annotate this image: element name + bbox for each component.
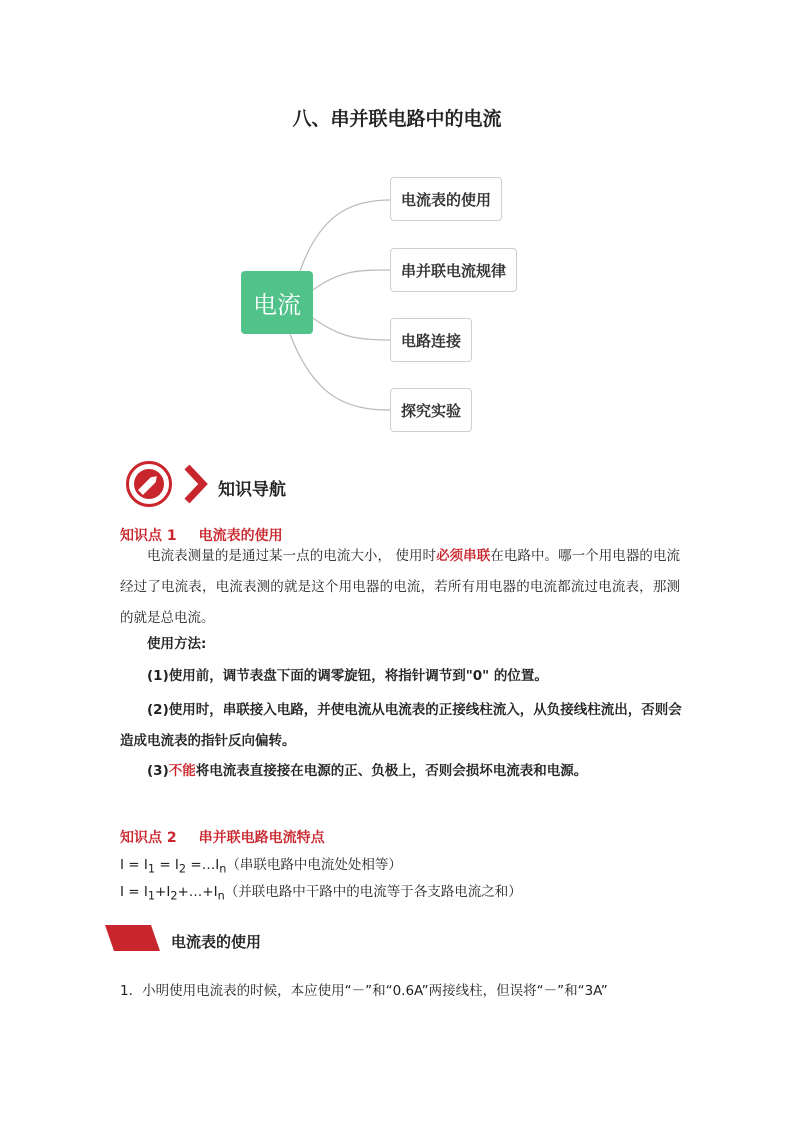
mindmap-node-ammeter-usage: 电流表的使用 [390, 177, 502, 221]
page-title: 八、串并联电路中的电流 [292, 108, 502, 130]
mindmap-node-circuit-connection: 电路连接 [390, 318, 472, 362]
parallel-current-formula: $I = I_1+I_2+\dots+I_n$（并联电路中干路中的电流等于各支路电流之和） [120, 884, 522, 903]
step3-emphasis: 不能 [168, 763, 196, 779]
method-step-3: (3)不能将电流表直接接在电源的正、负极上，否则会损坏电流表和电源。 [147, 763, 588, 779]
section-marker-icon [105, 925, 160, 951]
nav-title: 知识导航 [218, 480, 286, 500]
mindmap-center-node: 电流 [241, 271, 313, 334]
mind-map [0, 0, 794, 440]
pencil-icon [126, 461, 172, 507]
series-formula-note: （串联电路中电流处处相等） [226, 857, 402, 873]
section-title: 电流表的使用 [171, 933, 262, 951]
connector-4 [290, 334, 390, 410]
kp1-intro-text-a: 电流表测量的是通过某一点的电流大小， 使用时 [147, 548, 437, 564]
kp1-intro-paragraph [120, 541, 680, 634]
kp1-title: 电流表的使用 [198, 528, 283, 544]
kp2-title: 串并联电路电流特点 [198, 830, 325, 846]
knowledge-point-2-heading [120, 827, 325, 847]
method-label: 使用方法: [147, 636, 207, 652]
method-step-1: (1)使用前，调节表盘下面的调零旋钮，将指针调节到"0" 的位置。 [147, 668, 548, 684]
mindmap-node-current-rules: 串并联电流规律 [390, 248, 517, 292]
parallel-formula-note: （并联电路中干路中的电流等于各支路电流之和） [224, 884, 522, 900]
connector-3 [313, 318, 390, 340]
chevron-right-icon [182, 463, 208, 505]
method-step-2: (2)使用时，串联接入电路，并使电流从电流表的正接线柱流入，从负接线柱流出，否则会造成电流表的指针反向偏转。 [120, 702, 682, 749]
question-1: 1．小明使用电流表的时候，本应使用“－”和“0.6A”两接线柱，但误将“－”和“3A” [120, 983, 608, 999]
connector-1 [300, 200, 390, 271]
mindmap-node-experiment: 探究实验 [390, 388, 472, 432]
series-current-formula: $I = I_1 = I_2$ $=\dots I_n$（串联电路中电流处处相等） [120, 857, 402, 876]
kp1-intro-emphasis: 必须串联 [436, 548, 491, 564]
kp1-number: 知识点 1 [120, 528, 177, 544]
kp2-number: 知识点 2 [120, 830, 177, 846]
knowledge-nav-header [126, 461, 426, 511]
connector-2 [313, 270, 390, 290]
kp1-intro-text-b: 在电路中。哪一个用电器的电流经过了电流表，电流表测的就是这个用电器的电流，若所有用电器的电流都流过电流表，那测的就是总电流。 [120, 548, 681, 626]
